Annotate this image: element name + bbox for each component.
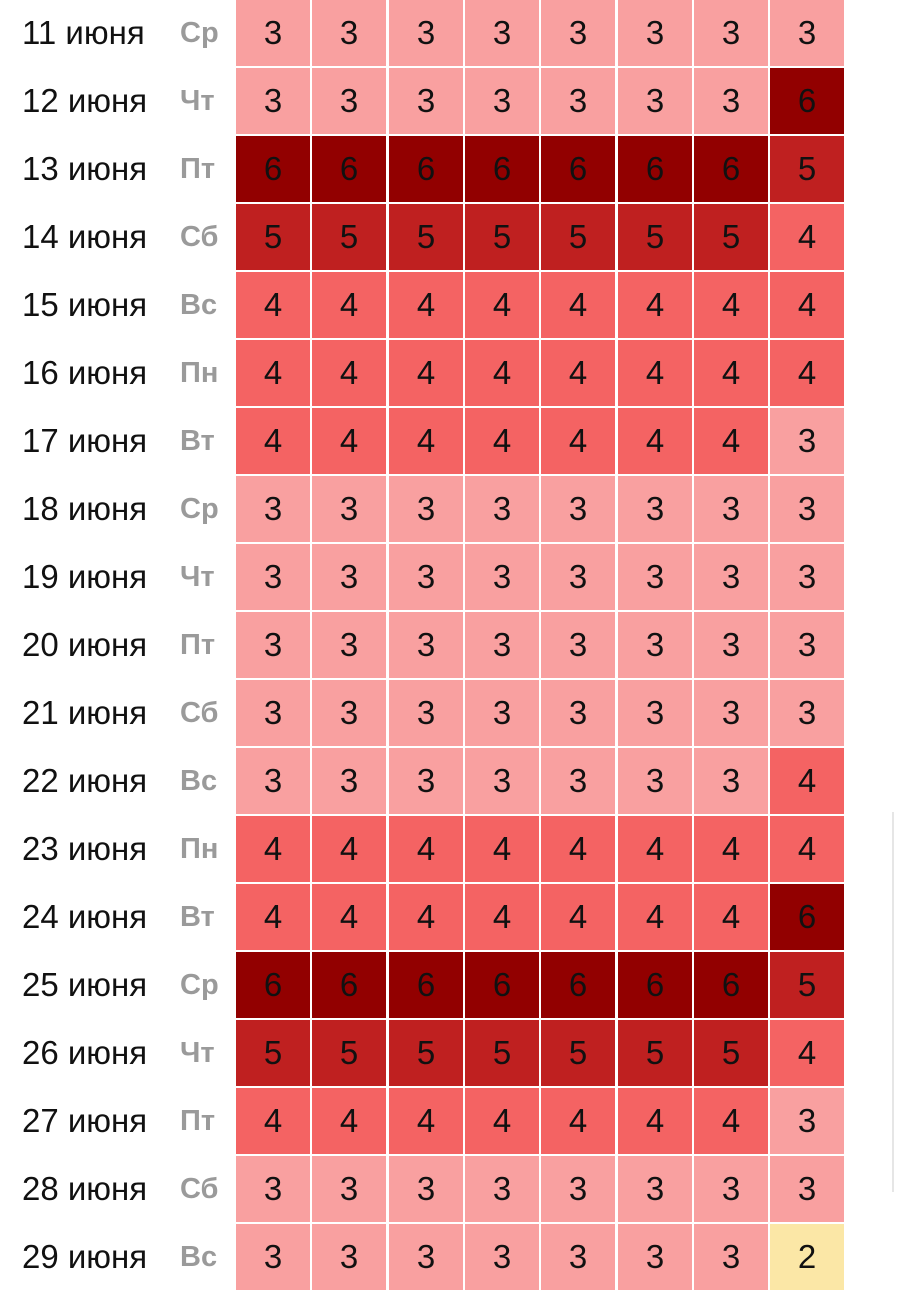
heatmap-cell: 4	[389, 1088, 463, 1154]
heatmap-cell: 3	[694, 0, 768, 66]
heatmap-row	[0, 612, 903, 678]
heatmap-cell: 3	[389, 476, 463, 542]
heatmap-cell: 4	[618, 408, 692, 474]
heatmap-cell: 3	[541, 612, 615, 678]
row-weekday-label: Пт	[180, 1105, 216, 1137]
heatmap-row	[0, 748, 903, 814]
heatmap-cell: 3	[694, 612, 768, 678]
heatmap-cell: 4	[465, 340, 539, 406]
row-date-label: 26 июня	[22, 1034, 148, 1071]
heatmap-cell: 3	[618, 544, 692, 610]
heatmap-cell: 3	[312, 0, 386, 66]
heatmap-cell: 3	[236, 68, 310, 134]
heatmap-row	[0, 136, 903, 202]
row-weekday-label: Сб	[180, 221, 219, 253]
heatmap-cell: 4	[541, 816, 615, 882]
row-date-label: 15 июня	[22, 286, 148, 323]
heatmap-row	[0, 408, 903, 474]
row-date-label: 27 июня	[22, 1102, 148, 1139]
heatmap-cell: 6	[389, 136, 463, 202]
heatmap-cell: 3	[618, 1156, 692, 1222]
heatmap-cell: 3	[770, 1156, 844, 1222]
heatmap-cell: 5	[770, 952, 844, 1018]
row-weekday-label: Пт	[180, 153, 216, 185]
row-date-label: 16 июня	[22, 354, 148, 391]
heatmap-cell: 6	[465, 136, 539, 202]
heatmap-row	[0, 1224, 903, 1290]
row-date-label: 20 июня	[22, 626, 148, 663]
heatmap-cell: 5	[541, 204, 615, 270]
heatmap-cell: 3	[541, 476, 615, 542]
heatmap-cell: 6	[312, 136, 386, 202]
heatmap-cell: 3	[770, 476, 844, 542]
heatmap-cell: 3	[770, 1088, 844, 1154]
row-weekday-label: Вс	[180, 289, 218, 321]
heatmap-cell: 4	[465, 1088, 539, 1154]
heatmap-cell: 3	[770, 680, 844, 746]
heatmap-row	[0, 340, 903, 406]
heatmap-cell: 3	[541, 1156, 615, 1222]
heatmap-cell: 3	[694, 68, 768, 134]
row-date-label: 17 июня	[22, 422, 148, 459]
heatmap-cell: 3	[618, 680, 692, 746]
heatmap-cell: 3	[465, 476, 539, 542]
row-weekday-label: Ср	[180, 493, 219, 525]
heatmap-cell: 3	[694, 748, 768, 814]
heatmap-cell: 3	[770, 0, 844, 66]
heatmap-cell: 6	[694, 136, 768, 202]
heatmap-cell: 4	[770, 340, 844, 406]
heatmap-cell: 3	[389, 0, 463, 66]
heatmap-row	[0, 680, 903, 746]
heatmap-cell: 4	[541, 340, 615, 406]
heatmap-cell: 3	[312, 612, 386, 678]
heatmap-cell: 4	[694, 340, 768, 406]
row-weekday-label: Пт	[180, 629, 216, 661]
heatmap-cell: 2	[770, 1224, 844, 1290]
heatmap-cell: 3	[541, 68, 615, 134]
heatmap-row	[0, 68, 903, 134]
heatmap-cell: 5	[389, 204, 463, 270]
heatmap-cell: 4	[618, 884, 692, 950]
heatmap-cell: 3	[236, 748, 310, 814]
row-weekday-label: Сб	[180, 697, 219, 729]
heatmap-cell: 5	[312, 1020, 386, 1086]
right-edge-divider	[892, 812, 894, 1192]
heatmap-cell: 3	[465, 1224, 539, 1290]
row-weekday-label: Чт	[180, 561, 215, 593]
heatmap-cell: 4	[236, 408, 310, 474]
heatmap-cell: 3	[465, 68, 539, 134]
heatmap-cell: 3	[541, 748, 615, 814]
row-date-label: 24 июня	[22, 898, 148, 935]
row-weekday-label: Сб	[180, 1173, 219, 1205]
heatmap-cell: 5	[694, 1020, 768, 1086]
heatmap-cell: 6	[618, 952, 692, 1018]
heatmap-cell: 5	[236, 1020, 310, 1086]
heatmap-row	[0, 816, 903, 882]
heatmap-cell: 3	[618, 748, 692, 814]
heatmap-cell: 3	[389, 544, 463, 610]
heatmap-cell: 4	[618, 272, 692, 338]
heatmap-cell: 6	[770, 884, 844, 950]
heatmap-cell: 3	[618, 1224, 692, 1290]
heatmap-cell: 4	[770, 1020, 844, 1086]
heatmap-cell: 3	[694, 544, 768, 610]
heatmap-row	[0, 476, 903, 542]
heatmap-cell: 3	[541, 0, 615, 66]
heatmap-cell: 4	[694, 1088, 768, 1154]
heatmap-cell: 4	[770, 748, 844, 814]
heatmap-row	[0, 884, 903, 950]
row-weekday-label: Чт	[180, 85, 215, 117]
heatmap-cell: 5	[694, 204, 768, 270]
heatmap-cell: 4	[312, 816, 386, 882]
heatmap-cell: 5	[465, 204, 539, 270]
heatmap-cell: 4	[389, 884, 463, 950]
heatmap-cell: 4	[236, 816, 310, 882]
row-date-label: 21 июня	[22, 694, 148, 731]
heatmap-cell: 3	[465, 680, 539, 746]
heatmap-cell: 4	[770, 816, 844, 882]
heatmap-row	[0, 952, 903, 1018]
heatmap-cell: 4	[312, 340, 386, 406]
heatmap-cell: 4	[618, 1088, 692, 1154]
heatmap-cell: 3	[770, 408, 844, 474]
heatmap-cell: 4	[312, 408, 386, 474]
heatmap-cell: 4	[312, 1088, 386, 1154]
heatmap-cell: 3	[236, 1224, 310, 1290]
heatmap-cell: 3	[694, 680, 768, 746]
heatmap-cell: 5	[312, 204, 386, 270]
row-date-label: 11 июня	[22, 14, 145, 51]
heatmap-cell: 3	[312, 476, 386, 542]
heatmap-cell: 3	[694, 1156, 768, 1222]
heatmap-cell: 4	[541, 884, 615, 950]
row-weekday-label: Вт	[180, 901, 215, 933]
row-weekday-label: Вс	[180, 1241, 218, 1273]
heatmap-cell: 3	[541, 1224, 615, 1290]
heatmap-cell: 3	[312, 748, 386, 814]
heatmap-cell: 5	[465, 1020, 539, 1086]
heatmap-cell: 3	[618, 0, 692, 66]
heatmap-row	[0, 272, 903, 338]
heatmap-cell: 5	[618, 204, 692, 270]
heatmap-cell: 3	[694, 476, 768, 542]
heatmap-cell: 4	[389, 340, 463, 406]
heatmap-cell: 6	[541, 952, 615, 1018]
heatmap-cell: 3	[465, 0, 539, 66]
row-date-label: 19 июня	[22, 558, 148, 595]
heatmap-row	[0, 1020, 903, 1086]
row-weekday-label: Вт	[180, 425, 215, 457]
heatmap-cell: 4	[541, 1088, 615, 1154]
heatmap-row	[0, 544, 903, 610]
heatmap-cell: 4	[541, 272, 615, 338]
heatmap-cell: 3	[618, 476, 692, 542]
heatmap-cell: 3	[236, 612, 310, 678]
heatmap-cell: 4	[770, 272, 844, 338]
row-date-label: 12 июня	[22, 82, 148, 119]
heatmap-cell: 6	[236, 952, 310, 1018]
heatmap-cell: 3	[236, 0, 310, 66]
heatmap-cell: 4	[694, 816, 768, 882]
heatmap-row	[0, 0, 903, 66]
heatmap-cell: 4	[618, 340, 692, 406]
heatmap-cell: 6	[389, 952, 463, 1018]
heatmap-cell: 3	[618, 612, 692, 678]
heatmap-cell: 3	[389, 680, 463, 746]
heatmap-cell: 3	[465, 1156, 539, 1222]
heatmap-cell: 4	[465, 408, 539, 474]
row-date-label: 22 июня	[22, 762, 148, 799]
heatmap-cell: 4	[465, 816, 539, 882]
heatmap-cell: 3	[465, 612, 539, 678]
row-weekday-label: Ср	[180, 17, 219, 49]
row-date-label: 18 июня	[22, 490, 148, 527]
heatmap-cell: 4	[465, 884, 539, 950]
heatmap-cell: 3	[389, 748, 463, 814]
row-weekday-label: Чт	[180, 1037, 215, 1069]
heatmap-cell: 3	[389, 68, 463, 134]
row-date-label: 14 июня	[22, 218, 148, 255]
heatmap-cell: 6	[312, 952, 386, 1018]
heatmap-cell: 4	[389, 408, 463, 474]
row-date-label: 25 июня	[22, 966, 148, 1003]
heatmap-cell: 3	[312, 68, 386, 134]
heatmap-cell: 4	[618, 816, 692, 882]
heatmap-cell: 3	[770, 612, 844, 678]
heatmap-cell: 5	[618, 1020, 692, 1086]
heatmap-cell: 5	[389, 1020, 463, 1086]
row-date-label: 13 июня	[22, 150, 148, 187]
heatmap-cell: 4	[694, 884, 768, 950]
heatmap-cell: 4	[389, 272, 463, 338]
row-weekday-label: Ср	[180, 969, 219, 1001]
heatmap-cell: 6	[541, 136, 615, 202]
row-weekday-label: Пн	[180, 833, 219, 865]
heatmap-cell: 4	[236, 272, 310, 338]
heatmap-cell: 3	[312, 1156, 386, 1222]
heatmap-cell: 3	[770, 544, 844, 610]
heatmap-cell: 4	[312, 884, 386, 950]
heatmap-cell: 4	[236, 340, 310, 406]
heatmap-cell: 6	[236, 136, 310, 202]
heatmap-cell: 3	[312, 544, 386, 610]
heatmap-cell: 3	[312, 680, 386, 746]
heatmap-cell: 4	[236, 884, 310, 950]
heatmap-cell: 3	[236, 544, 310, 610]
heatmap-cell: 3	[236, 476, 310, 542]
heatmap-cell: 5	[236, 204, 310, 270]
heatmap-cell: 3	[312, 1224, 386, 1290]
heatmap-cell: 6	[465, 952, 539, 1018]
heatmap-cell: 4	[389, 816, 463, 882]
heatmap-row	[0, 1088, 903, 1154]
heatmap-cell: 3	[618, 68, 692, 134]
row-date-label: 29 июня	[22, 1238, 148, 1275]
heatmap-cell: 6	[618, 136, 692, 202]
heatmap-cell: 3	[465, 748, 539, 814]
heatmap-row	[0, 204, 903, 270]
heatmap-cell: 5	[541, 1020, 615, 1086]
heatmap-cell: 4	[694, 272, 768, 338]
heatmap-cell: 3	[541, 544, 615, 610]
heatmap-cell: 4	[465, 272, 539, 338]
heatmap-cell: 3	[389, 1156, 463, 1222]
row-date-label: 23 июня	[22, 830, 148, 867]
heatmap-cell: 4	[770, 204, 844, 270]
heatmap-cell: 3	[541, 680, 615, 746]
row-weekday-label: Вс	[180, 765, 218, 797]
row-weekday-label: Пн	[180, 357, 219, 389]
heatmap-cell: 4	[694, 408, 768, 474]
heatmap-cell: 4	[541, 408, 615, 474]
heatmap-cell: 3	[694, 1224, 768, 1290]
heatmap-cell: 3	[389, 612, 463, 678]
heatmap-cell: 3	[389, 1224, 463, 1290]
heatmap-cell: 4	[236, 1088, 310, 1154]
heatmap-cell: 3	[236, 680, 310, 746]
heatmap-cell: 3	[465, 544, 539, 610]
heatmap-row	[0, 1156, 903, 1222]
heatmap-cell: 3	[236, 1156, 310, 1222]
heatmap-cell: 5	[770, 136, 844, 202]
heatmap-cell: 4	[312, 272, 386, 338]
row-date-label: 28 июня	[22, 1170, 148, 1207]
heatmap-cell: 6	[770, 68, 844, 134]
heatmap-cell: 6	[694, 952, 768, 1018]
